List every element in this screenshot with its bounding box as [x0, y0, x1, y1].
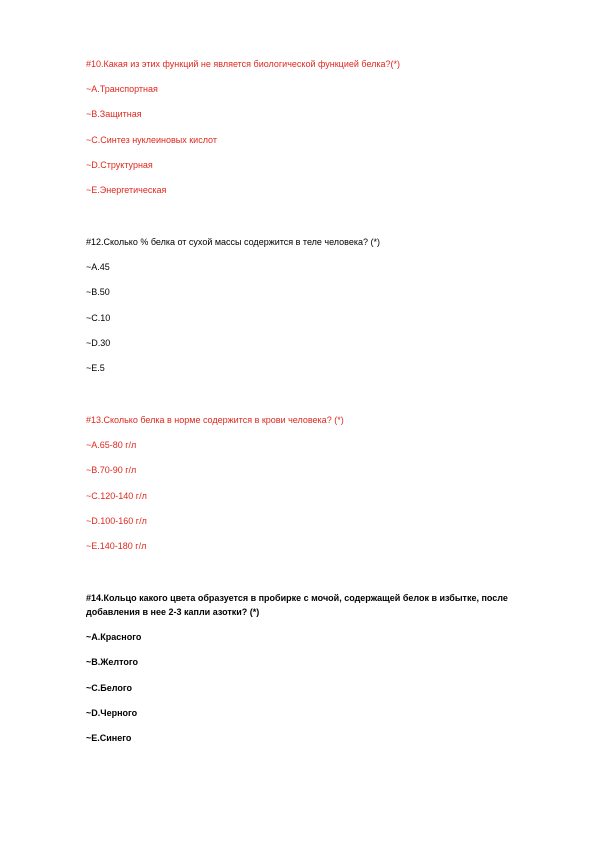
answer-option-e: ~E.Энергетическая — [86, 185, 167, 196]
question-text: #10.Какая из этих функций не является биологической функцией белка?(*) — [86, 59, 401, 69]
answer-option-a: ~A.Транспортная — [86, 84, 158, 94]
answer-option-c: ~C.Белого — [86, 682, 132, 693]
answer-option-b: ~B.Желтого — [86, 657, 139, 668]
answer-options — [86, 82, 546, 208]
answer-option-e: ~E.140-180 г/л — [86, 541, 147, 552]
answer-options — [86, 260, 546, 386]
question-10 — [86, 57, 546, 208]
answer-option-c: ~C.120-140 г/л — [86, 490, 147, 501]
answer-option-a: ~A.65-80 г/л — [86, 440, 137, 450]
answer-option-d: ~D.Структурная — [86, 159, 153, 170]
answer-option-b: ~B.50 — [86, 287, 110, 298]
question-text: #13.Сколько белка в норме содержится в крови человека? (*) — [86, 415, 344, 425]
question-12 — [86, 235, 546, 386]
answer-option-a: ~A.45 — [86, 262, 110, 272]
answer-option-d: ~D.100-160 г/л — [86, 515, 147, 526]
answer-option-c: ~C.Синтез нуклеиновых кислот — [86, 134, 217, 145]
answer-option-d: ~D.Черного — [86, 707, 138, 718]
question-14 — [86, 591, 546, 756]
answer-option-d: ~D.30 — [86, 337, 111, 348]
answer-option-c: ~C.10 — [86, 312, 111, 323]
answer-options — [86, 630, 546, 756]
question-text: #12.Сколько % белка от сухой массы содержится в теле человека? (*) — [86, 237, 380, 247]
answer-option-e: ~E.Синего — [86, 733, 132, 744]
answer-option-b: ~B.70-90 г/л — [86, 465, 137, 476]
answer-option-a: ~A.Красного — [86, 632, 142, 642]
answer-option-b: ~B.Защитная — [86, 109, 142, 120]
answer-options — [86, 438, 546, 564]
question-text: #14.Кольцо какого цвета образуется в пробирке с мочой, содержащей белок в избытке, после добавления в нее 2-3 капли азотки? (*) — [86, 593, 508, 617]
answer-option-e: ~E.5 — [86, 363, 105, 374]
question-13 — [86, 413, 546, 564]
